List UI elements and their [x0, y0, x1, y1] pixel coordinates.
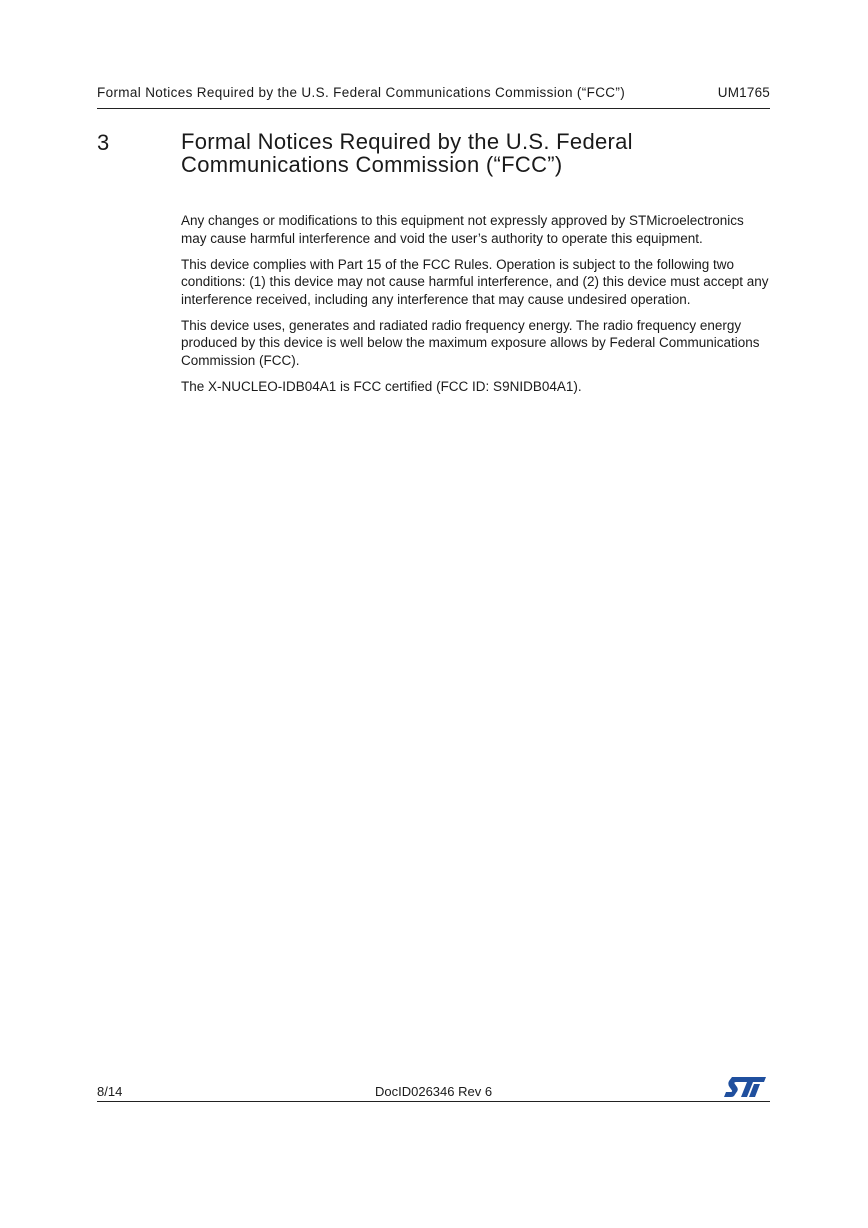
paragraph-certification: The X-NUCLEO-IDB04A1 is FCC certified (FCC ID: S9NIDB04A1).	[181, 378, 582, 394]
page-header	[97, 84, 770, 109]
body-text	[181, 212, 773, 404]
paragraph-part15: This device complies with Part 15 of the FCC Rules. Operation is subject to the following two conditions: (1) this device may not cause harmful interference, and (2) this device must accept any interference received, including any interference that may cause undesired operation.	[181, 256, 769, 307]
section-heading-line-2: Communications Commission (“FCC”)	[181, 152, 563, 177]
section-heading-line-1: Formal Notices Required by the U.S. Federal	[181, 129, 633, 154]
header-doc-number: UM1765	[717, 85, 770, 100]
paragraph-rf-energy: This device uses, generates and radiated radio frequency energy. The radio frequency energy produced by this device is well below the maximum exposure allows by Federal Communications Commission (FCC).	[181, 317, 760, 368]
section-heading	[181, 130, 781, 176]
st-logo-s-shape	[724, 1077, 766, 1097]
footer-doc-id: DocID026346 Rev 6	[375, 1084, 493, 1099]
paragraph-modifications: Any changes or modifications to this equipment not expressly approved by STMicroelectronics may cause harmful interference and void the user’s authority to operate this equipment.	[181, 213, 744, 246]
section-number: 3	[97, 130, 110, 155]
footer-page-number: 8/14	[97, 1084, 123, 1099]
st-logo-icon	[723, 1075, 767, 1098]
page-footer	[97, 1075, 770, 1102]
header-title: Formal Notices Required by the U.S. Federal Communications Commission (“FCC”)	[97, 85, 626, 100]
